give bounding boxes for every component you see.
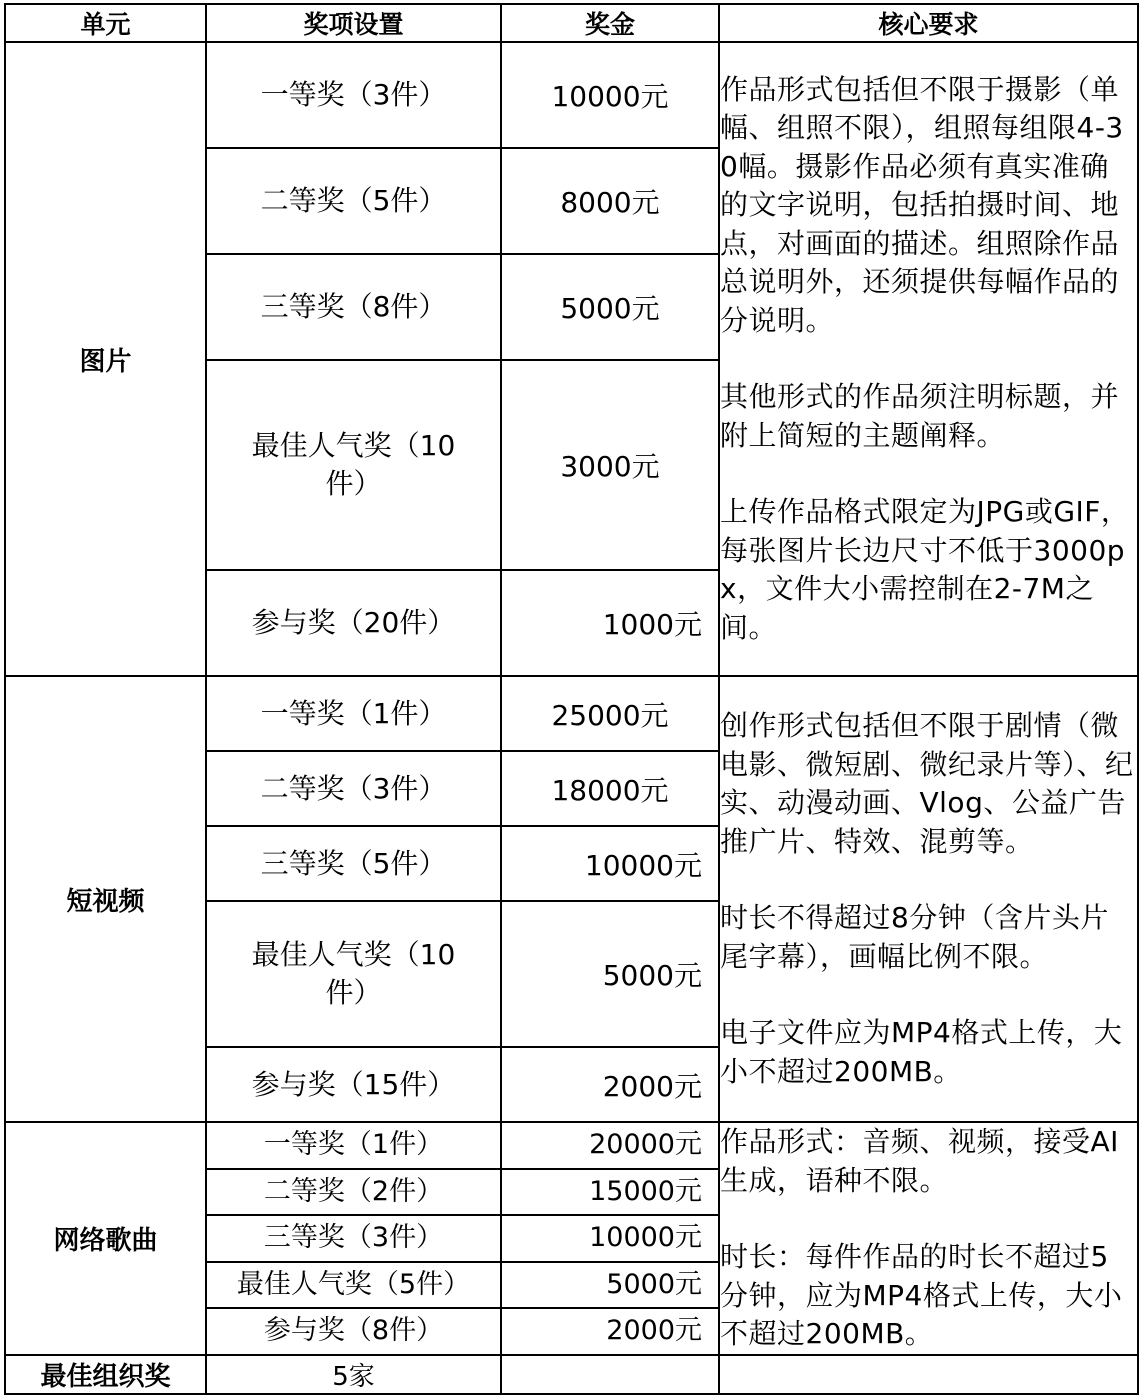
amount-cell: 25000元 (501, 676, 719, 751)
prize-cell: 二等奖（2件） (206, 1169, 501, 1216)
amount-cell: 10000元 (501, 42, 719, 148)
amount-cell: 2000元 (501, 1047, 719, 1122)
unit-cell-video: 短视频 (5, 676, 206, 1122)
table-row (5, 676, 1138, 751)
requirements-cell-organization (719, 1355, 1138, 1394)
requirement-paragraph: 电子文件应为MP4格式上传，大小不超过200MB。 (720, 1016, 1123, 1088)
header-prize: 奖项设置 (206, 4, 501, 42)
prize-cell: 三等奖（3件） (206, 1215, 501, 1262)
table-row (5, 42, 1138, 148)
table-row (5, 1122, 1138, 1169)
amount-cell: 20000元 (501, 1122, 719, 1169)
prize-cell: 一等奖（3件） (206, 42, 501, 148)
requirement-paragraph: 上传作品格式限定为JPG或GIF，每张图片长边尺寸不低于3000px，文件大小需控制在2-7M之间。 (720, 495, 1130, 644)
amount-cell: 3000元 (501, 360, 719, 570)
requirements-cell-video (719, 676, 1138, 1122)
requirement-paragraph: 其他形式的作品须注明标题，并附上简短的主题阐释。 (720, 380, 1120, 452)
amount-cell: 10000元 (501, 826, 719, 901)
header-row (5, 4, 1138, 42)
footer-row (5, 1355, 1138, 1394)
amount-cell: 18000元 (501, 751, 719, 826)
requirement-paragraph: 作品形式包括但不限于摄影（单幅、组照不限），组照每组限4-30幅。摄影作品必须有真实准确的文字说明，包括拍摄时间、地点，对画面的描述。组照除作品总说明外，还须提供每幅作品的分说明。 (720, 72, 1124, 337)
amount-cell: 15000元 (501, 1169, 719, 1216)
prize-cell: 5家 (206, 1355, 501, 1394)
prize-cell: 三等奖（5件） (206, 826, 501, 901)
prize-cell: 二等奖（3件） (206, 751, 501, 826)
prize-cell: 参与奖（20件） (206, 570, 501, 676)
awards-table (4, 3, 1139, 1395)
prize-cell: 最佳人气奖（10件） (206, 901, 501, 1047)
prize-cell: 二等奖（5件） (206, 148, 501, 254)
amount-cell: 8000元 (501, 148, 719, 254)
requirements-cell-photo (719, 42, 1138, 676)
header-amount: 奖金 (501, 4, 719, 42)
amount-cell: 10000元 (501, 1215, 719, 1262)
requirement-paragraph: 创作形式包括但不限于剧情（微电影、微短剧、微纪录片等）、纪实、动漫动画、Vlog、公益广告推广片、特效、混剪等。 (720, 709, 1134, 858)
amount-cell: 1000元 (501, 570, 719, 676)
amount-cell: 5000元 (501, 1262, 719, 1309)
requirements-cell-song (719, 1122, 1138, 1355)
requirement-paragraph: 作品形式：音频、视频，接受AI生成，语种不限。 (720, 1125, 1119, 1197)
unit-cell-photo: 图片 (5, 42, 206, 676)
amount-cell: 2000元 (501, 1308, 719, 1355)
prize-cell: 最佳人气奖（5件） (206, 1262, 501, 1309)
amount-cell (501, 1355, 719, 1394)
unit-cell-song: 网络歌曲 (5, 1122, 206, 1355)
prize-cell: 最佳人气奖（10件） (206, 360, 501, 570)
requirement-paragraph: 时长：每件作品的时长不超过5分钟，应为MP4格式上传，大小不超过200MB。 (720, 1240, 1123, 1350)
prize-cell: 一等奖（1件） (206, 676, 501, 751)
header-unit: 单元 (5, 4, 206, 42)
prize-cell: 参与奖（8件） (206, 1308, 501, 1355)
requirement-paragraph: 时长不得超过8分钟（含片头片尾字幕），画幅比例不限。 (720, 901, 1109, 973)
unit-cell-organization: 最佳组织奖 (5, 1355, 206, 1394)
prize-cell: 三等奖（8件） (206, 254, 501, 360)
prize-cell: 参与奖（15件） (206, 1047, 501, 1122)
amount-cell: 5000元 (501, 901, 719, 1047)
header-requirements: 核心要求 (719, 4, 1138, 42)
amount-cell: 5000元 (501, 254, 719, 360)
prize-cell: 一等奖（1件） (206, 1122, 501, 1169)
